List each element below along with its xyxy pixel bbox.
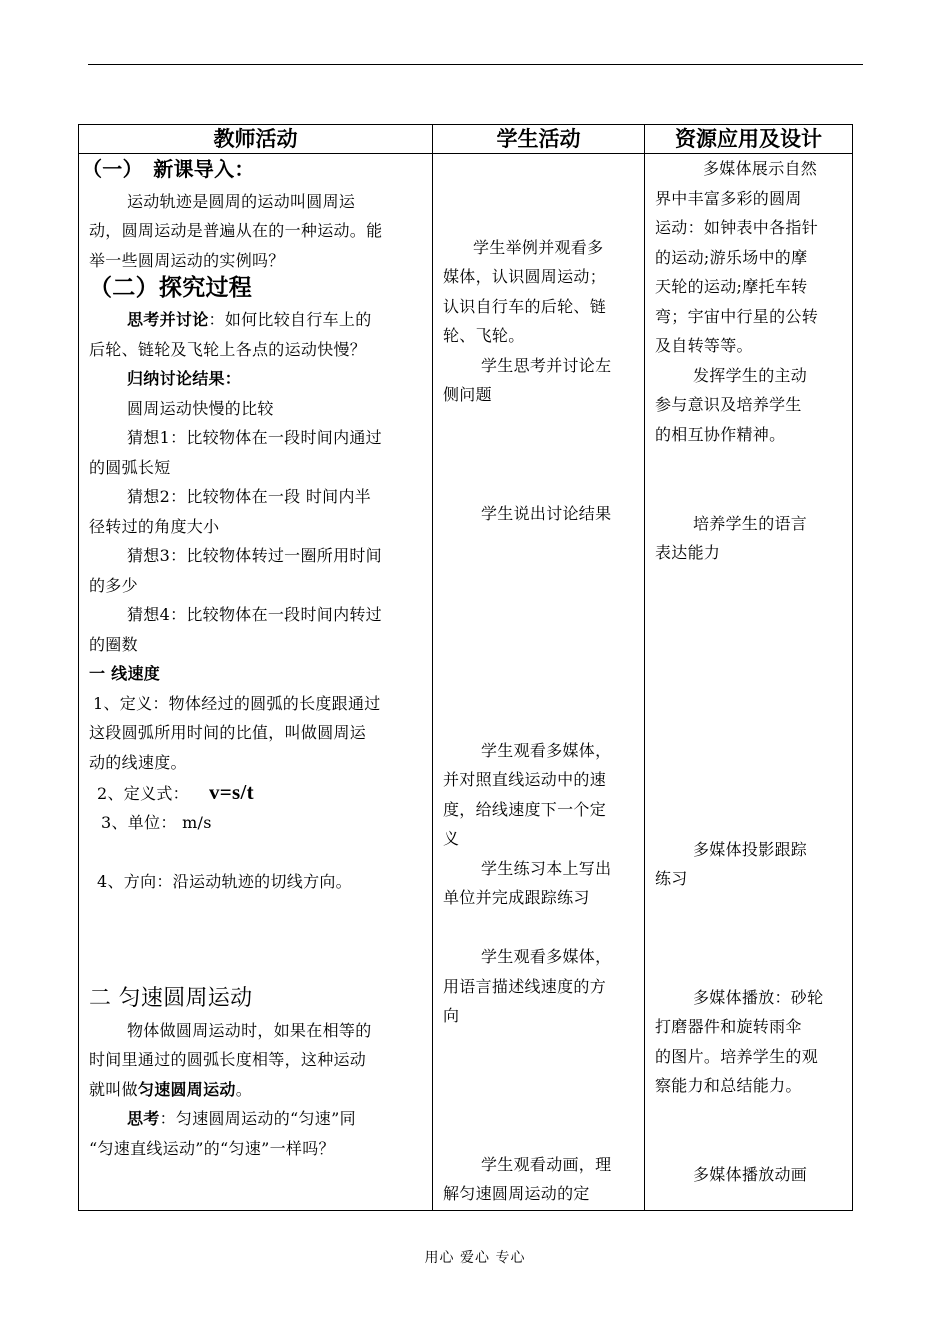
lesson-table bbox=[78, 124, 853, 1211]
header-teacher: 教师活动 bbox=[79, 125, 433, 154]
guess2-line-1: 猜想2：比较物体在一段 时间内半 bbox=[127, 487, 372, 506]
section1-title: （一） 新课导入： bbox=[82, 157, 255, 181]
guess4-line-2: 的圈数 bbox=[89, 635, 138, 654]
resource-1-line-6: 弯；宇宙中行星的公转 bbox=[655, 307, 819, 326]
resource-3-line-2: 表达能力 bbox=[655, 543, 721, 562]
header-student: 学生活动 bbox=[433, 125, 645, 154]
student-7-line-1: 学生观看动画，理 bbox=[481, 1155, 612, 1174]
uniform-line-3: 就叫做匀速圆周运动。 bbox=[89, 1080, 253, 1099]
think-line-2: “匀速直线运动”的“匀速”一样吗？ bbox=[89, 1139, 335, 1158]
header-resource: 资源应用及设计 bbox=[645, 125, 853, 154]
section2-title: （二）探究过程 bbox=[89, 275, 253, 301]
student-5-line-1: 学生练习本上写出 bbox=[481, 859, 612, 878]
discuss-line-2: 后轮、链轮及飞轮上各点的运动快慢？ bbox=[89, 340, 367, 359]
student-6-line-2: 用语言描述线速度的方 bbox=[443, 977, 607, 996]
guess2-line-2: 径转过的角度大小 bbox=[89, 517, 220, 536]
summary-label: 归纳讨论结果： bbox=[127, 369, 242, 388]
header-rule bbox=[88, 64, 863, 65]
student-7-line-2: 解匀速圆周运动的定 bbox=[443, 1184, 590, 1203]
resource-4-line-1: 多媒体投影跟踪 bbox=[693, 840, 808, 859]
uniform-circular-title: 二 匀速圆周运动 bbox=[89, 986, 253, 1011]
guess4-line-1: 猜想4：比较物体在一段时间内转过 bbox=[127, 605, 382, 624]
resource-2-line-1: 发挥学生的主动 bbox=[693, 366, 808, 385]
resource-2-line-2: 参与意识及培养学生 bbox=[655, 395, 802, 414]
resource-1-line-1: 多媒体展示自然 bbox=[703, 159, 818, 178]
table-header-row bbox=[79, 125, 853, 154]
student-1-line-2: 媒体，认识圆周运动； bbox=[443, 267, 607, 286]
formula: v=s/t bbox=[208, 780, 254, 804]
definition-line-2: 这段圆弧所用时间的比值，叫做圆周运 bbox=[89, 723, 367, 742]
resource-6-line-1: 多媒体播放动画 bbox=[693, 1165, 808, 1184]
teacher-cell bbox=[79, 154, 433, 1211]
guess1-line-1: 猜想1：比较物体在一段时间内通过 bbox=[127, 428, 382, 447]
student-4-line-1: 学生观看多媒体， bbox=[481, 741, 612, 760]
intro-line-3: 举一些圆周运动的实例吗？ bbox=[89, 251, 285, 270]
page-footer: 用心 爱心 专心 bbox=[424, 1250, 526, 1266]
student-1-line-1: 学生举例并观看多 bbox=[473, 238, 604, 257]
resource-5-line-2: 打磨器件和旋转雨伞 bbox=[655, 1017, 802, 1036]
resource-4-line-2: 练习 bbox=[655, 869, 688, 888]
guess3-line-2: 的多少 bbox=[89, 576, 138, 595]
linear-velocity-title: 一 线速度 bbox=[89, 664, 161, 683]
discuss-line-1: 思考并讨论：如何比较自行车上的 bbox=[127, 310, 372, 329]
resource-5-line-4: 察能力和总结能力。 bbox=[655, 1076, 802, 1095]
unit-line: 3、单位： m/s bbox=[101, 813, 212, 832]
table-body-row bbox=[79, 154, 853, 1211]
student-1-line-4: 轮、飞轮。 bbox=[443, 326, 525, 345]
guess3-line-1: 猜想3：比较物体转过一圈所用时间 bbox=[127, 546, 382, 565]
resource-1-line-5: 天轮的运动;摩托车转 bbox=[655, 277, 808, 296]
student-4-line-4: 义 bbox=[443, 829, 460, 848]
student-1-line-3: 认识自行车的后轮、链 bbox=[443, 297, 607, 316]
student-3-line-1: 学生说出讨论结果 bbox=[481, 504, 612, 523]
uniform-line-2: 时间里通过的圆弧长度相等，这种运动 bbox=[89, 1050, 367, 1069]
resource-1-line-7: 及自转等等。 bbox=[655, 336, 753, 355]
student-4-line-3: 度，给线速度下一个定 bbox=[443, 800, 607, 819]
resource-2-line-3: 的相互协作精神。 bbox=[655, 425, 786, 444]
compare-title: 圆周运动快慢的比较 bbox=[127, 399, 274, 418]
definition-line-1: 1、定义：物体经过的圆弧的长度跟通过 bbox=[93, 694, 381, 713]
student-5-line-2: 单位并完成跟踪练习 bbox=[443, 888, 590, 907]
resource-1-line-4: 的运动;游乐场中的摩 bbox=[655, 248, 808, 267]
student-cell bbox=[433, 154, 645, 1211]
resource-1-line-3: 运动：如钟表中各指针 bbox=[655, 218, 819, 237]
uniform-line-1: 物体做圆周运动时，如果在相等的 bbox=[127, 1021, 372, 1040]
guess1-line-2: 的圆弧长短 bbox=[89, 458, 171, 477]
student-6-line-1: 学生观看多媒体， bbox=[481, 947, 612, 966]
resource-3-line-1: 培养学生的语言 bbox=[693, 514, 808, 533]
intro-line-2: 动，圆周运动是普遍从在的一种运动。能 bbox=[89, 221, 383, 240]
student-4-line-2: 并对照直线运动中的速 bbox=[443, 770, 607, 789]
resource-5-line-3: 的图片。培养学生的观 bbox=[655, 1047, 819, 1066]
student-2-line-2: 侧问题 bbox=[443, 385, 492, 404]
student-6-line-3: 向 bbox=[443, 1006, 460, 1025]
resource-1-line-2: 界中丰富多彩的圆周 bbox=[655, 189, 802, 208]
student-2-line-1: 学生思考并讨论左 bbox=[481, 356, 612, 375]
direction-line: 4、方向：沿运动轨迹的切线方向。 bbox=[97, 872, 352, 891]
think-line-1: 思考：匀速圆周运动的“匀速”同 bbox=[127, 1109, 356, 1128]
resource-cell bbox=[645, 154, 853, 1211]
resource-5-line-1: 多媒体播放：砂轮 bbox=[693, 988, 824, 1007]
intro-line-1: 运动轨迹是圆周的运动叫圆周运 bbox=[127, 192, 356, 211]
definition-line-3: 动的线速度。 bbox=[89, 753, 187, 772]
formula-line: 2、定义式： v=s/t bbox=[97, 780, 254, 804]
